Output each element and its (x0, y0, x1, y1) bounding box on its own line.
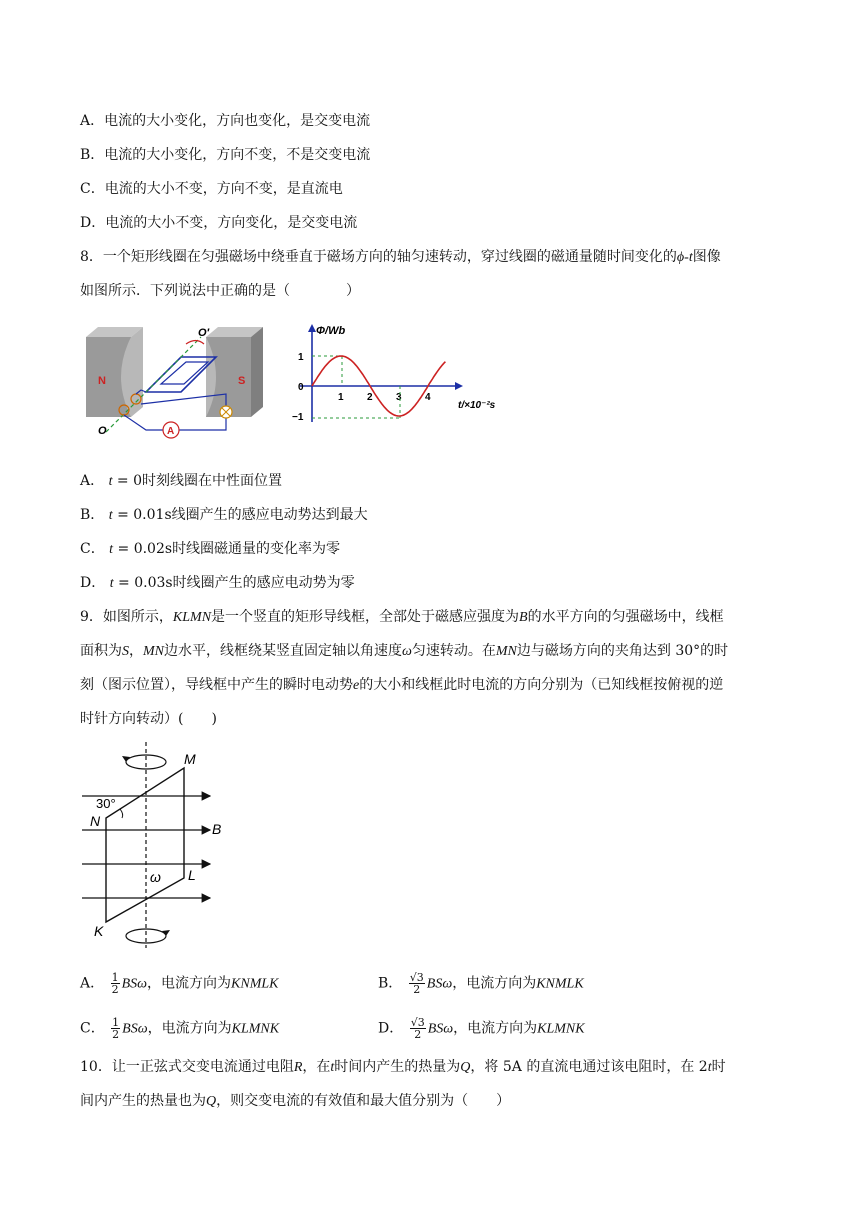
option-text: ，电流方向为 (452, 975, 537, 992)
axis-label-top: O′ (198, 327, 210, 339)
axis-label-bottom: O (98, 425, 107, 437)
q9-stem-line3 (80, 675, 723, 696)
x-axis-label: t/×10⁻²s (458, 400, 496, 411)
x-tick-4: 4 (425, 392, 431, 403)
fraction (111, 972, 120, 995)
stem-text: 匀速转动。在 (411, 643, 496, 659)
option-letter: B． (378, 975, 403, 992)
fraction-num: 1 (111, 971, 119, 984)
q8-generator-figure (86, 322, 286, 442)
option-eq: = 0.01s (112, 507, 172, 523)
q9-option-c (80, 1017, 279, 1040)
stem-text: 刻（图示位置），导线框中产生的瞬时电动势 (80, 677, 353, 693)
stem-text: 间内产生的热量也为 (80, 1093, 206, 1109)
q9-option-a (80, 972, 278, 995)
q8-stem-line1 (80, 247, 721, 268)
stem-text: 时 (711, 1059, 726, 1075)
q8-stem-text: 8．一个矩形线圈在匀强磁场中绕垂直于磁场方向的轴匀速转动，穿过线圈的磁通量随时间变化的 (80, 249, 677, 265)
q8-option-a (80, 471, 282, 492)
y-tick-0: 0 (298, 382, 304, 393)
stem-text: 边与磁场方向的夹角达到 30°的时 (516, 643, 729, 659)
q7-option-a: A．电流的大小变化，方向也变化，是交变电流 (80, 113, 371, 129)
option-text: ，电流方向为 (147, 1020, 232, 1037)
option-expr: BSω (427, 1021, 454, 1037)
angle-label: 30° (96, 796, 116, 811)
q10-stem-line2 (80, 1091, 510, 1112)
fraction (410, 1017, 426, 1040)
field-label-b: B (212, 821, 222, 837)
stem-text: 10．让一正弦式交变电流通过电阻 (80, 1059, 294, 1075)
fraction (111, 1017, 120, 1040)
fraction-num: √3 (410, 1016, 425, 1029)
stem-var: MN (143, 644, 164, 659)
option-letter: B． (80, 507, 105, 523)
stem-text: 时间内产生的热量为 (334, 1059, 461, 1075)
stem-var: MN (495, 644, 517, 659)
q8-stem-text-end: 图像 (692, 249, 721, 265)
ammeter-label: A (167, 426, 175, 437)
option-dir: KNMLK (231, 976, 279, 992)
omega-label: ω (150, 869, 161, 885)
x-tick-1: 1 (338, 392, 344, 403)
fraction-den: 2 (112, 1028, 120, 1041)
stem-var: S (122, 644, 129, 659)
stem-text: ，在 (302, 1059, 331, 1075)
option-letter: C． (80, 541, 105, 557)
y-axis-label: Φ/Wb (316, 325, 346, 337)
fraction (409, 972, 425, 995)
y-tick-1: 1 (298, 352, 304, 363)
option-text: ，电流方向为 (453, 1020, 538, 1037)
option-eq: = 0.02s (113, 541, 173, 557)
option-letter: C． (80, 1020, 105, 1037)
q9-stem-line2 (80, 641, 728, 662)
stem-text: 面积为 (80, 643, 122, 659)
q9-frame-figure (80, 740, 240, 950)
option-text: ，电流方向为 (147, 975, 232, 992)
fraction-den: 2 (413, 983, 421, 996)
option-letter: D． (80, 575, 106, 591)
magnet-n-label: N (98, 375, 106, 387)
option-expr: BSω (426, 976, 453, 992)
q7-option-d: D．电流的大小不变，方向变化，是交变电流 (80, 215, 358, 231)
q7-option-b: B．电流的大小变化，方向不变，不是交变电流 (80, 147, 371, 163)
option-text: 时线圈磁通量的变化率为零 (172, 541, 341, 557)
x-tick-3: 3 (396, 392, 402, 403)
q8-option-c (80, 539, 340, 560)
y-tick-neg1: −1 (292, 412, 304, 423)
stem-text: ，将 5A 的直流电通过该电阻时，在 2 (470, 1059, 708, 1075)
stem-var: R (293, 1060, 303, 1075)
option-var: t (109, 542, 114, 557)
option-var: t (108, 474, 113, 489)
stem-text: 的大小和线框此时电流的方向分别为（已知线框按俯视的逆 (359, 677, 724, 693)
option-eq: = 0 (112, 473, 143, 489)
q8-option-d (80, 573, 355, 594)
stem-var: e (353, 678, 360, 693)
option-expr: BSω (121, 976, 148, 992)
stem-var: KLMN (172, 610, 212, 625)
q9-stem-line4: 时针方向转动）( ) (80, 711, 217, 727)
q8-stem-line2: 如图所示．下列说法中正确的是（ ） (80, 283, 360, 299)
option-letter: A． (80, 975, 105, 992)
q9-option-b (378, 972, 584, 995)
vertex-n: N (90, 813, 101, 829)
option-dir: KNMLK (536, 976, 584, 992)
magnet-s-label: S (238, 375, 246, 387)
stem-var: t (707, 1060, 712, 1075)
q8-stem-phi-t: ϕ-t (676, 250, 693, 265)
stem-var: Q (460, 1060, 471, 1075)
fraction-num: √3 (409, 971, 424, 984)
option-var: t (108, 508, 113, 523)
q9-stem-line1 (80, 607, 724, 628)
q7-option-c: C．电流的大小不变，方向不变，是直流电 (80, 181, 343, 197)
option-dir: KLMNK (231, 1021, 280, 1037)
stem-var: Q (206, 1094, 217, 1109)
option-letter: A． (80, 473, 105, 489)
fraction-den: 2 (414, 1028, 422, 1041)
option-eq: = 0.03s (113, 575, 173, 591)
fraction-den: 2 (111, 983, 119, 996)
vertex-k: K (94, 923, 104, 939)
x-tick-2: 2 (367, 392, 373, 403)
q9-option-d (378, 1017, 585, 1040)
option-expr: BSω (122, 1021, 148, 1037)
q10-stem-line1 (80, 1057, 726, 1078)
stem-var: ω (402, 644, 412, 659)
vertex-m: M (184, 751, 196, 767)
q8-flux-graph (290, 322, 510, 432)
stem-text: 是一个竖直的矩形导线框，全部处于磁感应强度为 (211, 609, 520, 625)
option-text: 时刻线圈在中性面位置 (142, 473, 283, 489)
option-text: 时线圈产生的感应电动势为零 (172, 575, 355, 591)
option-var: t (109, 576, 114, 591)
q8-option-b (80, 505, 368, 526)
stem-text: 的水平方向的匀强磁场中，线框 (527, 609, 724, 625)
stem-text: ，则交变电流的有效值和最大值分别为（ ） (216, 1093, 511, 1109)
stem-var: B (519, 610, 528, 625)
option-dir: KLMNK (537, 1021, 585, 1037)
option-letter: D． (378, 1020, 404, 1037)
fraction-num: 1 (112, 1016, 120, 1029)
vertex-l: L (188, 867, 196, 883)
stem-var: t (330, 1060, 335, 1075)
stem-text: 9．如图所示， (80, 609, 173, 625)
wire-frame (106, 768, 184, 922)
stem-text: ， (129, 643, 143, 659)
stem-text: 边水平，线框绕某竖直固定轴以角速度 (164, 643, 402, 659)
option-text: 线圈产生的感应电动势达到最大 (171, 507, 368, 523)
